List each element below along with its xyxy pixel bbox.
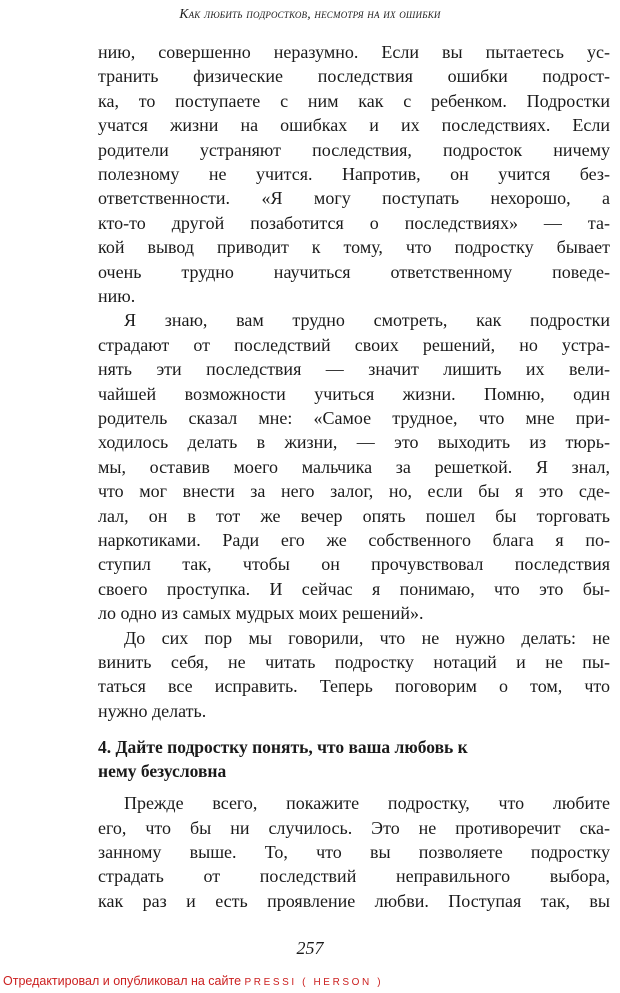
section-heading <box>98 735 610 783</box>
text-line: полезному не учится. Напротив, он учится без- <box>98 163 610 184</box>
text-line: транить физические последствия ошибки подрост- <box>98 66 610 87</box>
heading-line: нему безусловна <box>98 761 227 782</box>
text-line: нию, совершенно неразумно. Если вы пытаетесь ус- <box>98 42 610 62</box>
text-line: винить себя, не читать подростку нотаций и не пы- <box>98 651 610 672</box>
text-line: что мог внести за него залог, но, если бы я это сде- <box>98 481 610 502</box>
text-line: таться все исправить. Теперь поговорим о том, что <box>98 676 610 697</box>
text-line: очень трудно научиться ответственному поведе- <box>98 261 610 282</box>
text-line: родители устраняют последствия, подросток ничему <box>98 139 610 160</box>
text-line: ответственности. «Я могу поступать нехорошо, а <box>98 188 610 209</box>
text-line: Прежде всего, покажите подростку, что любите <box>124 793 610 814</box>
text-line: наркотиками. Ради его же собственного блага я по- <box>98 529 610 550</box>
paragraph-3 <box>98 626 610 724</box>
text-line: страдают от последствий своих решений, но устра- <box>98 334 610 355</box>
paragraph-2 <box>98 308 610 625</box>
footer-brand: PRESSI ( HERSON ) <box>244 977 384 988</box>
text-line: До сих пор мы говорили, что не нужно делать: не <box>124 627 610 648</box>
text-line: мы, оставив моего мальчика за решеткой. Я знал, <box>98 456 610 477</box>
text-line: учатся жизни на ошибках и их последствиях. Если <box>98 115 610 136</box>
footer-credit <box>3 974 383 988</box>
text-line: как раз и есть проявление любви. Поступая так, вы <box>98 890 610 911</box>
page-number: 257 <box>296 938 324 958</box>
text-line: лал, он в тот же вечер опять пошел бы торговать <box>98 505 610 526</box>
text-line: Я знаю, вам трудно смотреть, как подростки <box>124 310 610 331</box>
text-line: ло одно из самых мудрых моих решений». <box>98 603 424 624</box>
text-line: ка, то поступаете с ним как с ребенком. Подростки <box>98 90 610 111</box>
text-line: нию. <box>98 285 136 306</box>
paragraph-1 <box>98 40 610 308</box>
footer-credit-text: Отредактировал и опубликовал на сайте <box>3 974 242 988</box>
text-line: его, что бы ни случилось. Это не противоречит ска- <box>98 817 610 838</box>
text-line: страдать от последствий неправильного выбора, <box>98 866 610 887</box>
text-line: кто-то другой позаботится о последствиях» — та- <box>98 212 610 233</box>
text-line: кой вывод приводит к тому, что подростку бывает <box>98 237 610 258</box>
text-line: чайшей возможности учиться жизни. Помню, один <box>98 383 610 404</box>
text-line: занному выше. То, что вы позволяете подростку <box>98 841 610 862</box>
text-line: родитель сказал мне: «Самое трудное, что мне при- <box>98 407 610 428</box>
running-head: Как любить подростков, несмотря на их ошибки <box>179 6 441 21</box>
text-line: нять эти последствия — значит лишить их вели- <box>98 359 610 380</box>
heading-line: 4. Дайте подростку понять, что ваша любовь к <box>98 737 468 758</box>
text-line: ходилось делать в жизни, — это выходить из тюрь- <box>98 432 610 453</box>
text-line: нужно делать. <box>98 700 207 721</box>
text-line: своего проступка. И сейчас я понимаю, что это бы- <box>98 578 610 599</box>
paragraph-4 <box>98 791 610 913</box>
text-line: ступил так, чтобы он прочувствовал последствия <box>98 554 610 575</box>
